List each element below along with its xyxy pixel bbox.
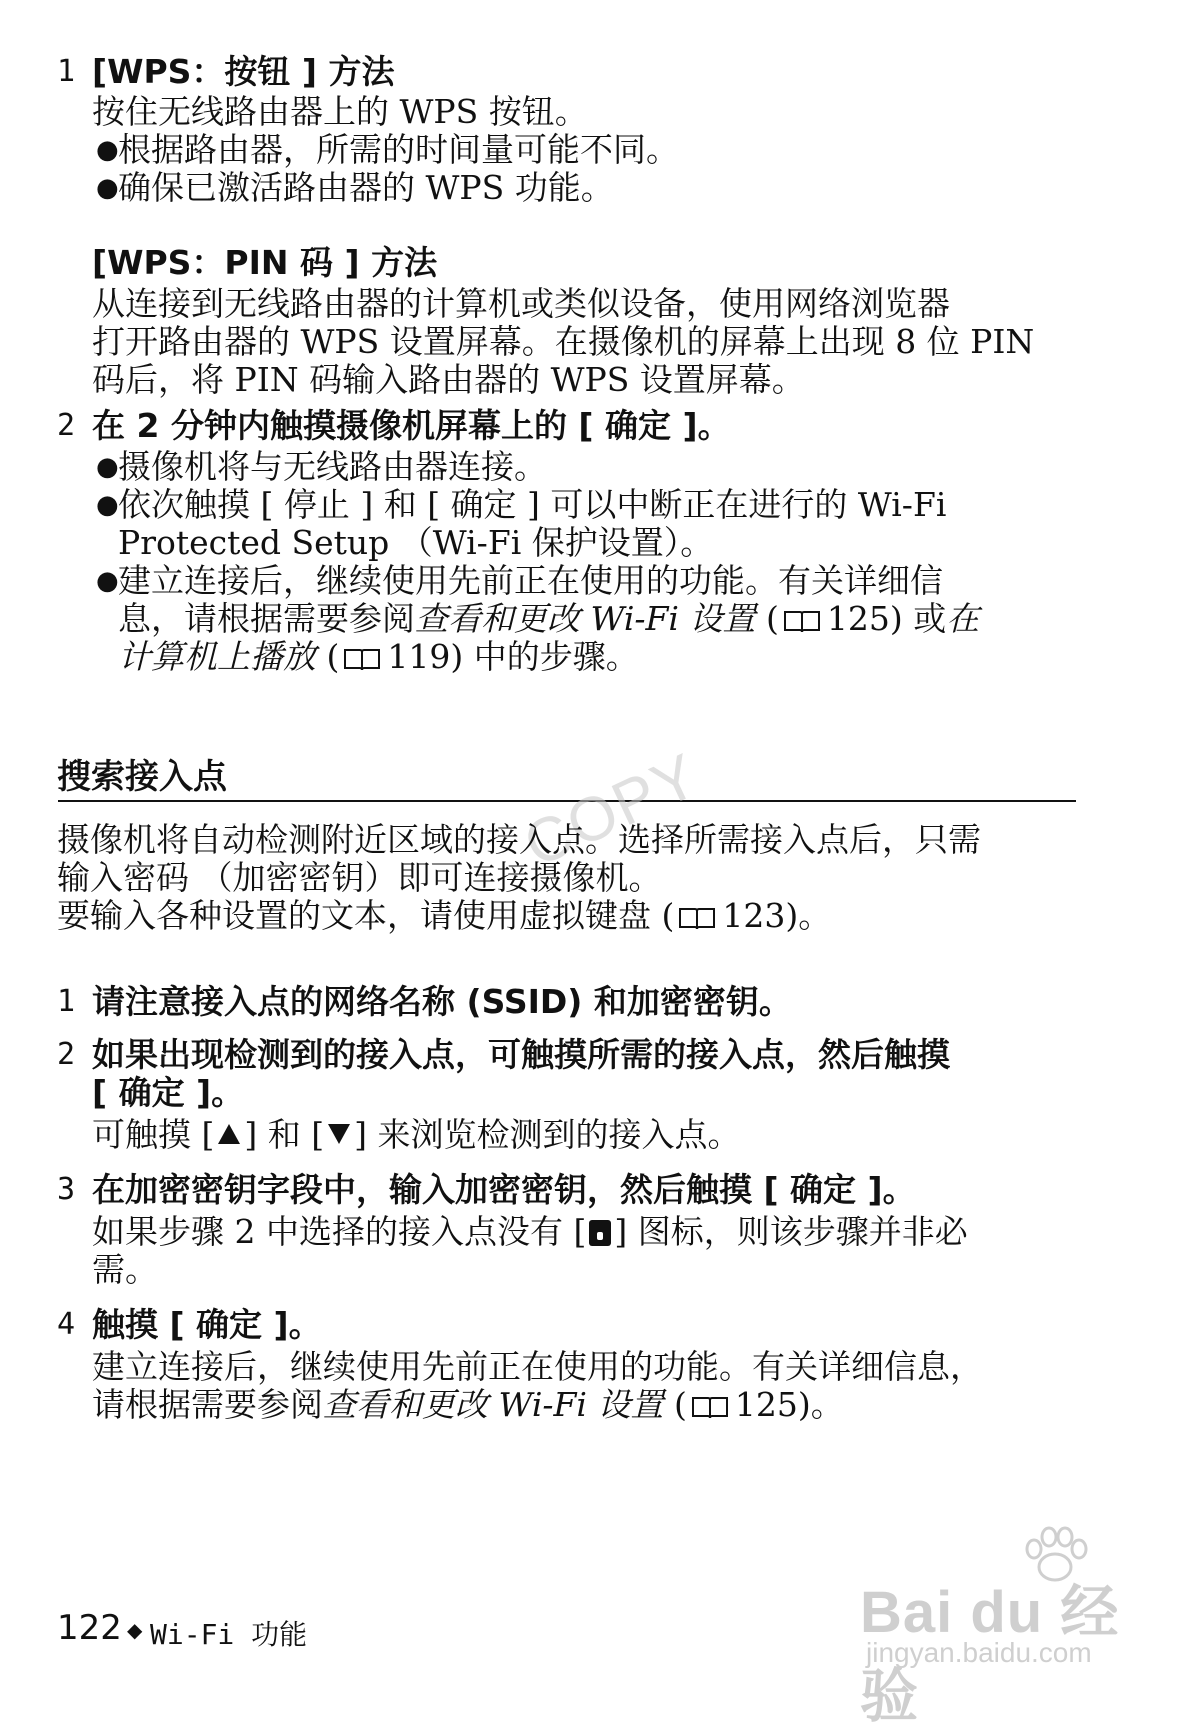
- step-text: 按住无线路由器上的 WPS 按钮。: [92, 92, 588, 131]
- step-title: 在 2 分钟内触摸摄像机屏幕上的 [ 确定 ]。: [92, 406, 731, 445]
- text-segment: 请根据需要参阅: [92, 1385, 323, 1424]
- bullet-text: [118, 599, 979, 639]
- logo-text: Bai du 经验: [860, 1580, 1120, 1729]
- text-segment: ] 和 [: [244, 1115, 325, 1154]
- step-title: 如果出现检测到的接入点，可触摸所需的接入点，然后触摸: [92, 1035, 950, 1074]
- pin-text-line: 打开路由器的 WPS 设置屏幕。在摄像机的屏幕上出现 8 位 PIN: [92, 322, 1035, 361]
- bullet-text: 根据路由器，所需的时间量可能不同。: [118, 130, 679, 169]
- bullet-text: 建立连接后，继续使用先前正在使用的功能。有关详细信: [118, 561, 943, 600]
- page-reference: 123)。: [722, 896, 832, 935]
- baidu-jingyan-logo: [860, 1525, 1160, 1729]
- step-title: 请注意接入点的网络名称 (SSID) 和加密密钥。: [92, 982, 792, 1021]
- bullet-text: 确保已激活路由器的 WPS 功能。: [118, 168, 614, 207]
- page-reference: 125)。: [734, 1385, 844, 1424]
- page-reference: 125) 或: [826, 599, 947, 638]
- copy-watermark: COPY: [514, 740, 710, 881]
- bullet-text: Protected Setup （Wi-Fi 保护设置）。: [118, 523, 714, 562]
- book-icon: [691, 1395, 729, 1419]
- text-segment: 息，请根据需要参阅: [118, 599, 415, 638]
- book-icon: [678, 906, 716, 930]
- text-segment: ] 来浏览检测到的接入点。: [354, 1115, 741, 1154]
- bullet-dot: ●: [96, 566, 119, 596]
- section-text-line: 输入密码 （加密密钥）即可连接摄像机。: [57, 858, 662, 897]
- step-title: [ 确定 ]。: [92, 1073, 245, 1112]
- step-number: 2: [57, 1037, 76, 1072]
- page-number: 122: [57, 1608, 122, 1648]
- step-number: 1: [57, 984, 76, 1019]
- text-segment: 要输入各种设置的文本，请使用虚拟键盘 (: [57, 896, 675, 935]
- step-text: 需。: [92, 1250, 158, 1289]
- cross-reference-link[interactable]: 计算机上播放: [118, 637, 316, 676]
- text-segment: (: [755, 599, 779, 638]
- step-number: 2: [57, 408, 76, 443]
- logo-url: jingyan.baidu.com: [866, 1637, 1092, 1668]
- lock-icon: [589, 1220, 611, 1246]
- section-heading: 搜索接入点: [57, 757, 227, 797]
- text-segment: ] 图标，则该步骤并非必: [614, 1212, 968, 1251]
- cross-reference-link[interactable]: 在: [946, 599, 980, 638]
- step-text: [92, 1385, 844, 1425]
- text-segment: 可触摸 [: [92, 1115, 215, 1154]
- step-text: [92, 1212, 968, 1252]
- step-number: 1: [57, 54, 76, 89]
- page-reference: 119) 中的步骤。: [387, 637, 639, 676]
- bullet-dot: ●: [96, 452, 119, 482]
- bullet-dot: ●: [96, 135, 119, 165]
- bullet-dot: ●: [96, 490, 119, 520]
- step-text: 建立连接后，继续使用先前正在使用的功能。有关详细信息，: [92, 1347, 983, 1386]
- bullet-dot: ●: [96, 173, 119, 203]
- text-segment: (: [663, 1385, 687, 1424]
- down-arrow-icon: [328, 1124, 350, 1144]
- up-arrow-icon: [218, 1124, 240, 1144]
- bullet-text: 依次触摸 [ 停止 ] 和 [ 确定 ] 可以中断正在进行的 Wi-Fi: [118, 485, 947, 524]
- step-title: 触摸 [ 确定 ]。: [92, 1305, 322, 1344]
- text-segment: 如果步骤 2 中选择的接入点没有 [: [92, 1212, 587, 1251]
- pin-method-title: [WPS：PIN 码 ] 方法: [92, 243, 438, 282]
- book-icon: [343, 647, 381, 671]
- book-icon: [783, 609, 821, 633]
- diamond-icon: ◆: [127, 1618, 143, 1642]
- section-text-line: [57, 896, 831, 936]
- step-text: [92, 1115, 740, 1155]
- footer-section-name: Wi-Fi 功能: [150, 1618, 308, 1651]
- section-text-line: 摄像机将自动检测附近区域的接入点。选择所需接入点后，只需: [57, 820, 981, 859]
- pin-text-line: 从连接到无线路由器的计算机或类似设备，使用网络浏览器: [92, 284, 950, 323]
- pin-text-line: 码后，将 PIN 码输入路由器的 WPS 设置屏幕。: [92, 360, 805, 399]
- cross-reference-link[interactable]: 查看和更改 Wi-Fi 设置: [415, 599, 756, 638]
- text-segment: (: [316, 637, 340, 676]
- bullet-text: [118, 637, 639, 677]
- step-number: 4: [57, 1307, 76, 1342]
- step-title: 在加密密钥字段中，输入加密密钥，然后触摸 [ 确定 ]。: [92, 1170, 916, 1209]
- cross-reference-link[interactable]: 查看和更改 Wi-Fi 设置: [323, 1385, 664, 1424]
- bullet-text: 摄像机将与无线路由器连接。: [118, 447, 547, 486]
- step-title: [WPS：按钮 ] 方法: [92, 52, 395, 91]
- step-number: 3: [57, 1172, 76, 1207]
